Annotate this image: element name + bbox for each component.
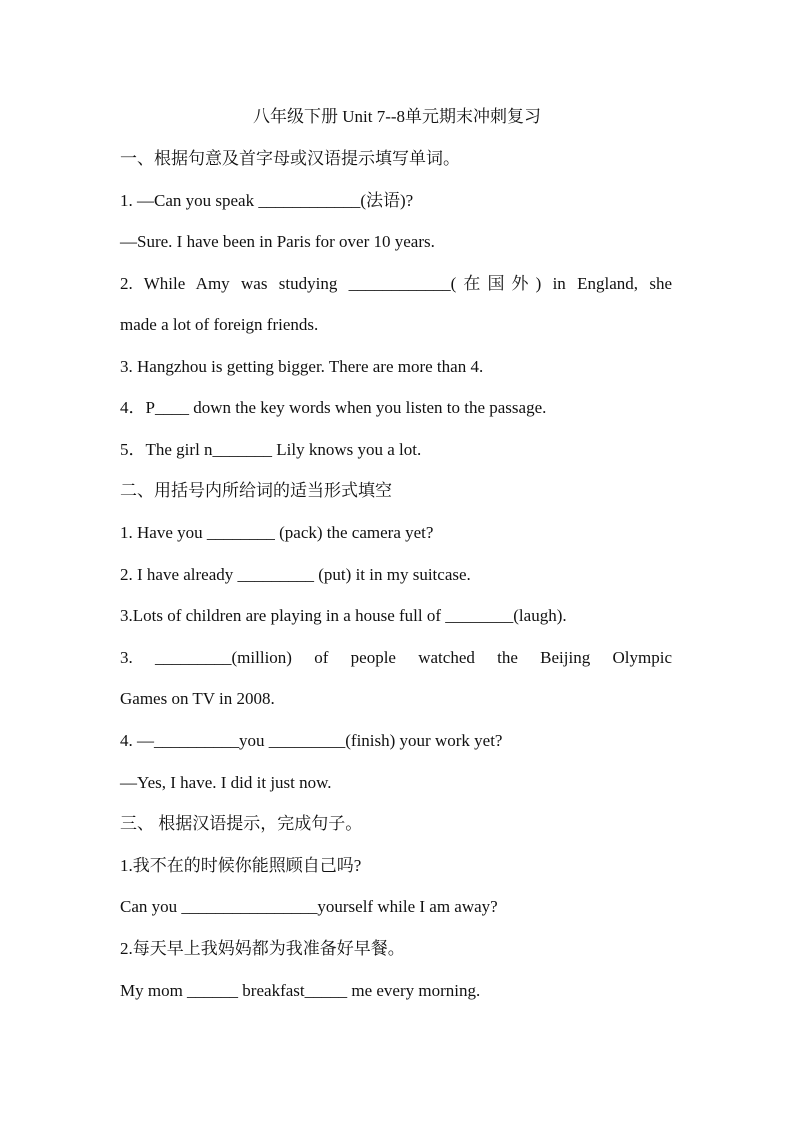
question-line: 4. —__________you _________(finish) your work yet? xyxy=(120,731,503,750)
question-line: 1. —Can you speak ____________(法语)? xyxy=(120,191,414,210)
question-line: 1.我不在的时候你能照顾自己吗? xyxy=(120,856,362,875)
question-line: made a lot of foreign friends. xyxy=(120,315,319,334)
page-title: 八年级下册 Unit 7--8单元期末冲刺复习 xyxy=(252,107,542,126)
question-line: 3.Lots of children are playing in a house full of ________(laugh). xyxy=(120,606,567,625)
question-line: 5．The girl n_______ Lily knows you a lot. xyxy=(120,440,422,459)
question-line: 1. Have you ________ (pack) the camera yet? xyxy=(120,523,434,542)
question-line: My mom ______ breakfast_____ me every morning. xyxy=(120,981,481,1000)
question-line: 2. While Amy was studying ____________(在国外) in England, she xyxy=(120,274,672,293)
question-line: —Yes, I have. I did it just now. xyxy=(120,773,332,792)
section-3-heading: 三、 根据汉语提示，完成句子。 xyxy=(120,814,363,833)
question-line: —Sure. I have been in Paris for over 10 years. xyxy=(120,232,435,251)
question-line: 2. I have already _________ (put) it in my suitcase. xyxy=(120,565,471,584)
question-line: 3. Hangzhou is getting bigger. There are more than 4. xyxy=(120,357,484,376)
question-line: Can you ________________yourself while I am away? xyxy=(120,897,498,916)
section-1-heading: 一、根据句意及首字母或汉语提示填写单词。 xyxy=(120,149,460,168)
question-line: 2.每天早上我妈妈都为我准备好早餐。 xyxy=(120,939,405,958)
question-line: 3. _________(million) of people watched the Beijing Olympic xyxy=(120,648,672,667)
question-line: Games on TV in 2008. xyxy=(120,689,275,708)
section-2-heading: 二、用括号内所给词的适当形式填空 xyxy=(120,481,392,500)
question-line: 4．P____ down the key words when you listen to the passage. xyxy=(120,398,547,417)
